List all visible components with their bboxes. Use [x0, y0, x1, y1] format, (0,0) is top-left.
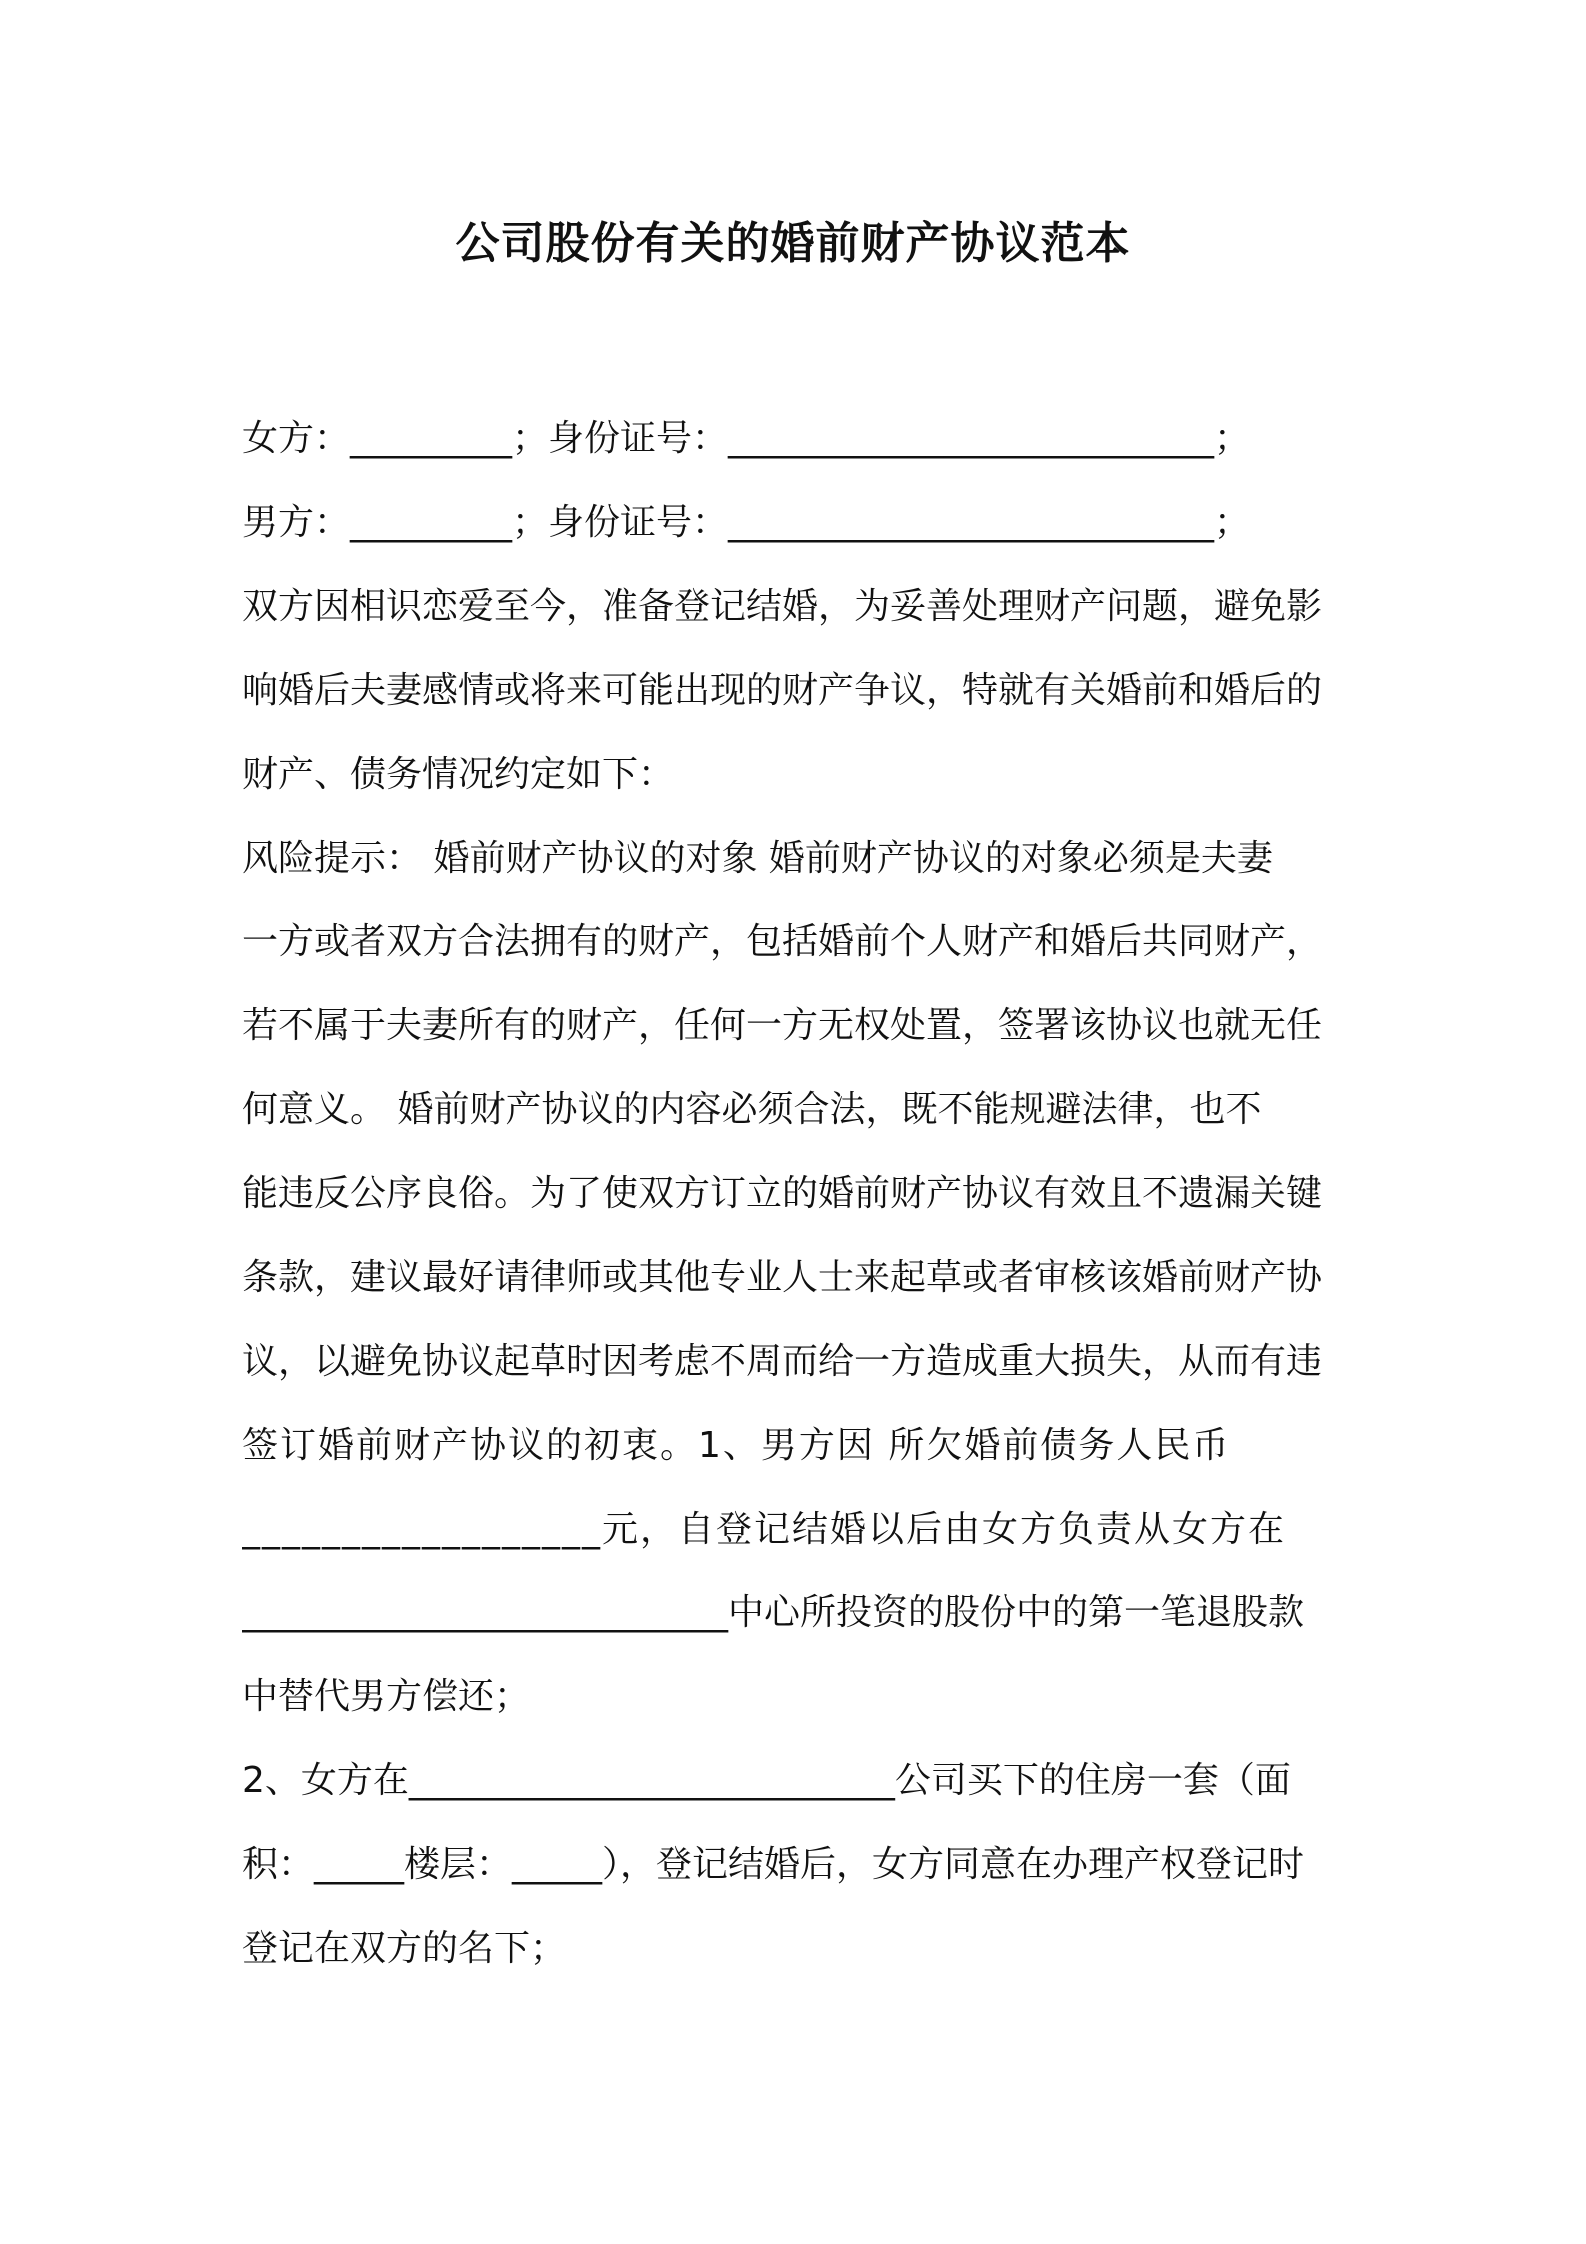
preamble-line-1: 双方因相识恋爱至今，准备登记结婚，为妥善处理财产问题，避免影 — [242, 586, 1323, 627]
female-party-line: 女方：_________；身份证号：___________________________； — [242, 418, 1251, 459]
clause-1-line-1: 签订婚前财产协议的初衷。1、男方因 所欠婚前债务人民币 — [242, 1425, 1231, 1466]
clause-2-line-2: 积：_____楼层：_____），登记结婚后，女方同意在办理产权登记时 — [242, 1844, 1305, 1885]
clause-2-line-3: 登记在双方的名下； — [242, 1928, 567, 1969]
clause-1-line-3: ___________________________中心所投资的股份中的第一笔退股款 — [242, 1592, 1305, 1633]
clause-1-line-2: __________________元，自登记结婚以后由女方负责从女方在 — [242, 1509, 1287, 1550]
male-party-line: 男方：_________；身份证号：___________________________； — [242, 502, 1251, 543]
risk-note-line-4: 何意义。 婚前财产协议的内容必须合法，既不能规避法律，也不 — [242, 1089, 1262, 1130]
clause-1-line-4: 中替代男方偿还； — [242, 1676, 531, 1717]
preamble-line-3: 财产、债务情况约定如下： — [242, 754, 675, 795]
risk-note-line-5: 能违反公序良俗。为了使双方订立的婚前财产协议有效且不遗漏关键 — [242, 1173, 1323, 1214]
risk-note-line-7: 议，以避免协议起草时因考虑不周而给一方造成重大损失，从而有违 — [242, 1341, 1323, 1382]
document-title: 公司股份有关的婚前财产协议范本 — [455, 218, 1131, 269]
risk-note-line-1: 风险提示： 婚前财产协议的对象 婚前财产协议的对象必须是夫妻 — [242, 838, 1273, 879]
risk-note-line-2: 一方或者双方合法拥有的财产，包括婚前个人财产和婚后共同财产， — [242, 921, 1323, 962]
clause-2-line-1: 2、女方在___________________________公司买下的住房一套（面 — [242, 1760, 1291, 1801]
preamble-line-2: 响婚后夫妻感情或将来可能出现的财产争议，特就有关婚前和婚后的 — [242, 670, 1323, 711]
risk-note-line-6: 条款，建议最好请律师或其他专业人士来起草或者审核该婚前财产协 — [242, 1257, 1323, 1298]
risk-note-line-3: 若不属于夫妻所有的财产，任何一方无权处置，签署该协议也就无任 — [242, 1005, 1323, 1046]
